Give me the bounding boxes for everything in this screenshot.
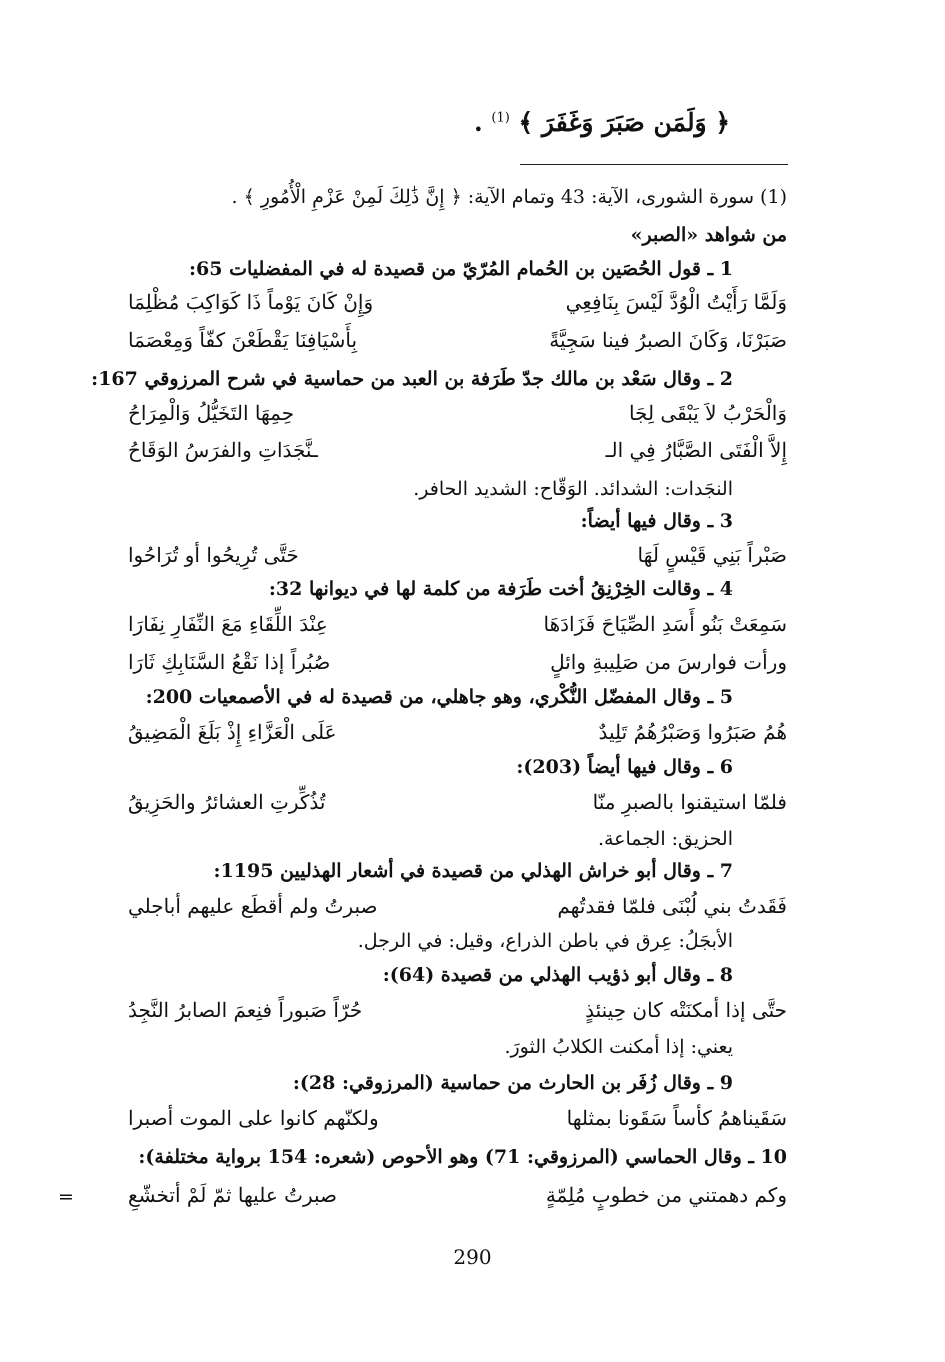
entry-intro: 6 ـ وقال فيها أيضاً (203): [516,756,733,778]
verse-line [128,998,787,1030]
footnote-separator [520,164,788,165]
quran-verse-text: ﴿ وَلَمَن صَبَرَ وَغَفَرَ ﴾ [518,108,730,137]
verse-line [128,290,787,322]
verse-second-hemistich: حِمِهَا التَخَيُّلُ وَالْمِرَاحُ [128,401,295,425]
gloss-note: النجَدات: الشدائد. الوَقّاح: الشديد الحافر. [413,478,733,500]
verse-second-hemistich: صبرتُ عليها ثمّ لَمْ أتخشّعِ [128,1183,338,1207]
verse-first-hemistich: صَبَرْنَا، وَكَانَ الصبرُ فينا سَجِيَّةً [549,328,787,352]
verse-line [128,1106,787,1138]
verse-line [128,894,787,926]
verse-first-hemistich: ورأت فوارسَ من صَلِيبةِ وائلٍ [550,650,787,674]
verse-end-dot: . [473,108,483,137]
verse-second-hemistich: عِنْدَ اللِّقَاءِ مَعَ النِّفَارِ نِفَارَا [128,612,328,636]
footnote-marker: (1) [491,110,510,126]
verse-first-hemistich: إِلاَّ الْفَتَى الصَّبَّارُ فِي الـ [605,438,787,462]
verse-second-hemistich: ولكنّهم كانوا على الموت أصبرا [128,1106,379,1130]
verse-first-hemistich: حتَّى إذا أمكنَتْه كان حِينئذٍ [585,998,787,1022]
verse-second-hemistich: حُرّاً صَبوراً فنِعمَ الصابرُ النَّجِدُ [128,998,363,1022]
entry-intro: 3 ـ وقال فيها أيضاً: [580,510,733,532]
verse-line [128,720,787,752]
gloss-note: الحزيق: الجماعة. [597,828,733,850]
verse-second-hemistich: تُذُكِّرتِ العشائرُ والحَزِيقُ [128,790,326,814]
verse-line [128,650,787,682]
verse-second-hemistich: حَتَّى تُرِيحُوا أو تُرَاحُوا [128,543,299,567]
verse-second-hemistich: صبرتُ ولم أقطَع عليهم أباجلي [128,894,378,918]
entry-intro: 7 ـ وقال أبو خراش الهذلي من قصيدة في أشعار الهذليين 1195: [213,860,733,882]
verse-line [128,1183,787,1215]
verse-line [128,790,787,822]
footnote-text: (1) سورة الشورى، الآية: 43 وتمام الآية: ﴿ إِنَّ ذَٰلِكَ لَمِنْ عَزْمِ الْأُمُورِ ﴾ . [231,186,787,208]
entry-intro: 8 ـ وقال أبو ذؤيب الهذلي من قصيدة (64): [382,964,733,986]
verse-first-hemistich: سَقَيناهمُ كأساً سَقَونا بمثلها [566,1106,787,1130]
verse-line [128,328,787,360]
verse-first-hemistich: هُمُ صَبَرُوا وَصَبْرُهُمُ تَلِيدٌ [598,720,787,744]
page-number: 290 [453,1245,492,1269]
verse-first-hemistich: وَلَمَّا رَأَيْتُ الْوُدَّ لَيْسَ بِنَافِعِي [565,290,787,314]
verse-first-hemistich: فَقَدتُ بني لُبْنَى فلمّا فقدتُهم [557,894,787,918]
verse-first-hemistich: فلمّا استيقنوا بالصبرِ منّا [592,790,787,814]
entry-intro: 9 ـ وقال زُفَر بن الحارث من حماسية (المرزوقي: 28): [292,1072,733,1094]
entry-intro: 4 ـ وقالت الخِرْنِقُ أخت طَرَفة من كلمة لها في ديوانها 32: [268,578,733,600]
verse-second-hemistich: بِأَسْيَافِنَا يَقْطَعْنَ كفّاً وَمِعْصَمَا [128,328,358,352]
section-heading: من شواهد «الصبر» [630,224,787,246]
continuation-mark: = [58,1186,74,1208]
verse-first-hemistich: سَمِعَتْ بَنُو أَسَدِ الصِّيَاحَ فَزَادَهَا [543,612,787,636]
entry-intro: 5 ـ وقال المفضّل النُّكْري، وهو جاهلي، من قصيدة له في الأصمعيات 200: [145,686,733,708]
verse-second-hemistich: عَلَى الْعَزَّاءِ إِذْ بَلَغَ الْمَضِيقُ [128,720,337,744]
gloss-note: يعني: إذا أمكنت الكلابُ الثورَ. [504,1036,733,1058]
verse-second-hemistich: صُبُراً إذا نَقْعُ السَّنَابِكِ ثَارَا [128,650,331,674]
gloss-note: الأبجَلُ: عِرق في باطن الذراع، وقيل: في الرجل. [357,930,733,952]
verse-first-hemistich: صَبْراً بَنِي قَيْسٍ لَهَا [637,543,787,567]
verse-first-hemistich: وكم دهمتني من خطوبٍ مُلِمّةٍ [545,1183,787,1207]
quran-verse-top [474,108,730,137]
entry-intro: 1 ـ قول الحُصَين بن الحُمام المُرّيّ من قصيدة له في المفضليات 65: [189,258,733,280]
verse-line [128,401,787,433]
entry-intro: 10 ـ وقال الحماسي (المرزوقي: 71) وهو الأحوص (شعره: 154 برواية مختلفة): [138,1146,787,1168]
verse-line [128,438,787,470]
verse-first-hemistich: وَالْحَرْبُ لاَ يَبْقَى لِجَا [628,401,787,425]
verse-line [128,543,787,575]
verse-line [128,612,787,644]
verse-second-hemistich: وَإِنْ كَانَ يَوْماً ذَا كَوَاكِبَ مُظْلِمَا [128,290,374,314]
entry-intro: 2 ـ وقال سَعْد بن مالك جدّ طَرَفة بن العبد من حماسية في شرح المرزوقي 167: [91,368,733,390]
verse-second-hemistich: ـنَّجَدَاتِ والفرَسُ الوَقَاحُ [128,438,318,462]
